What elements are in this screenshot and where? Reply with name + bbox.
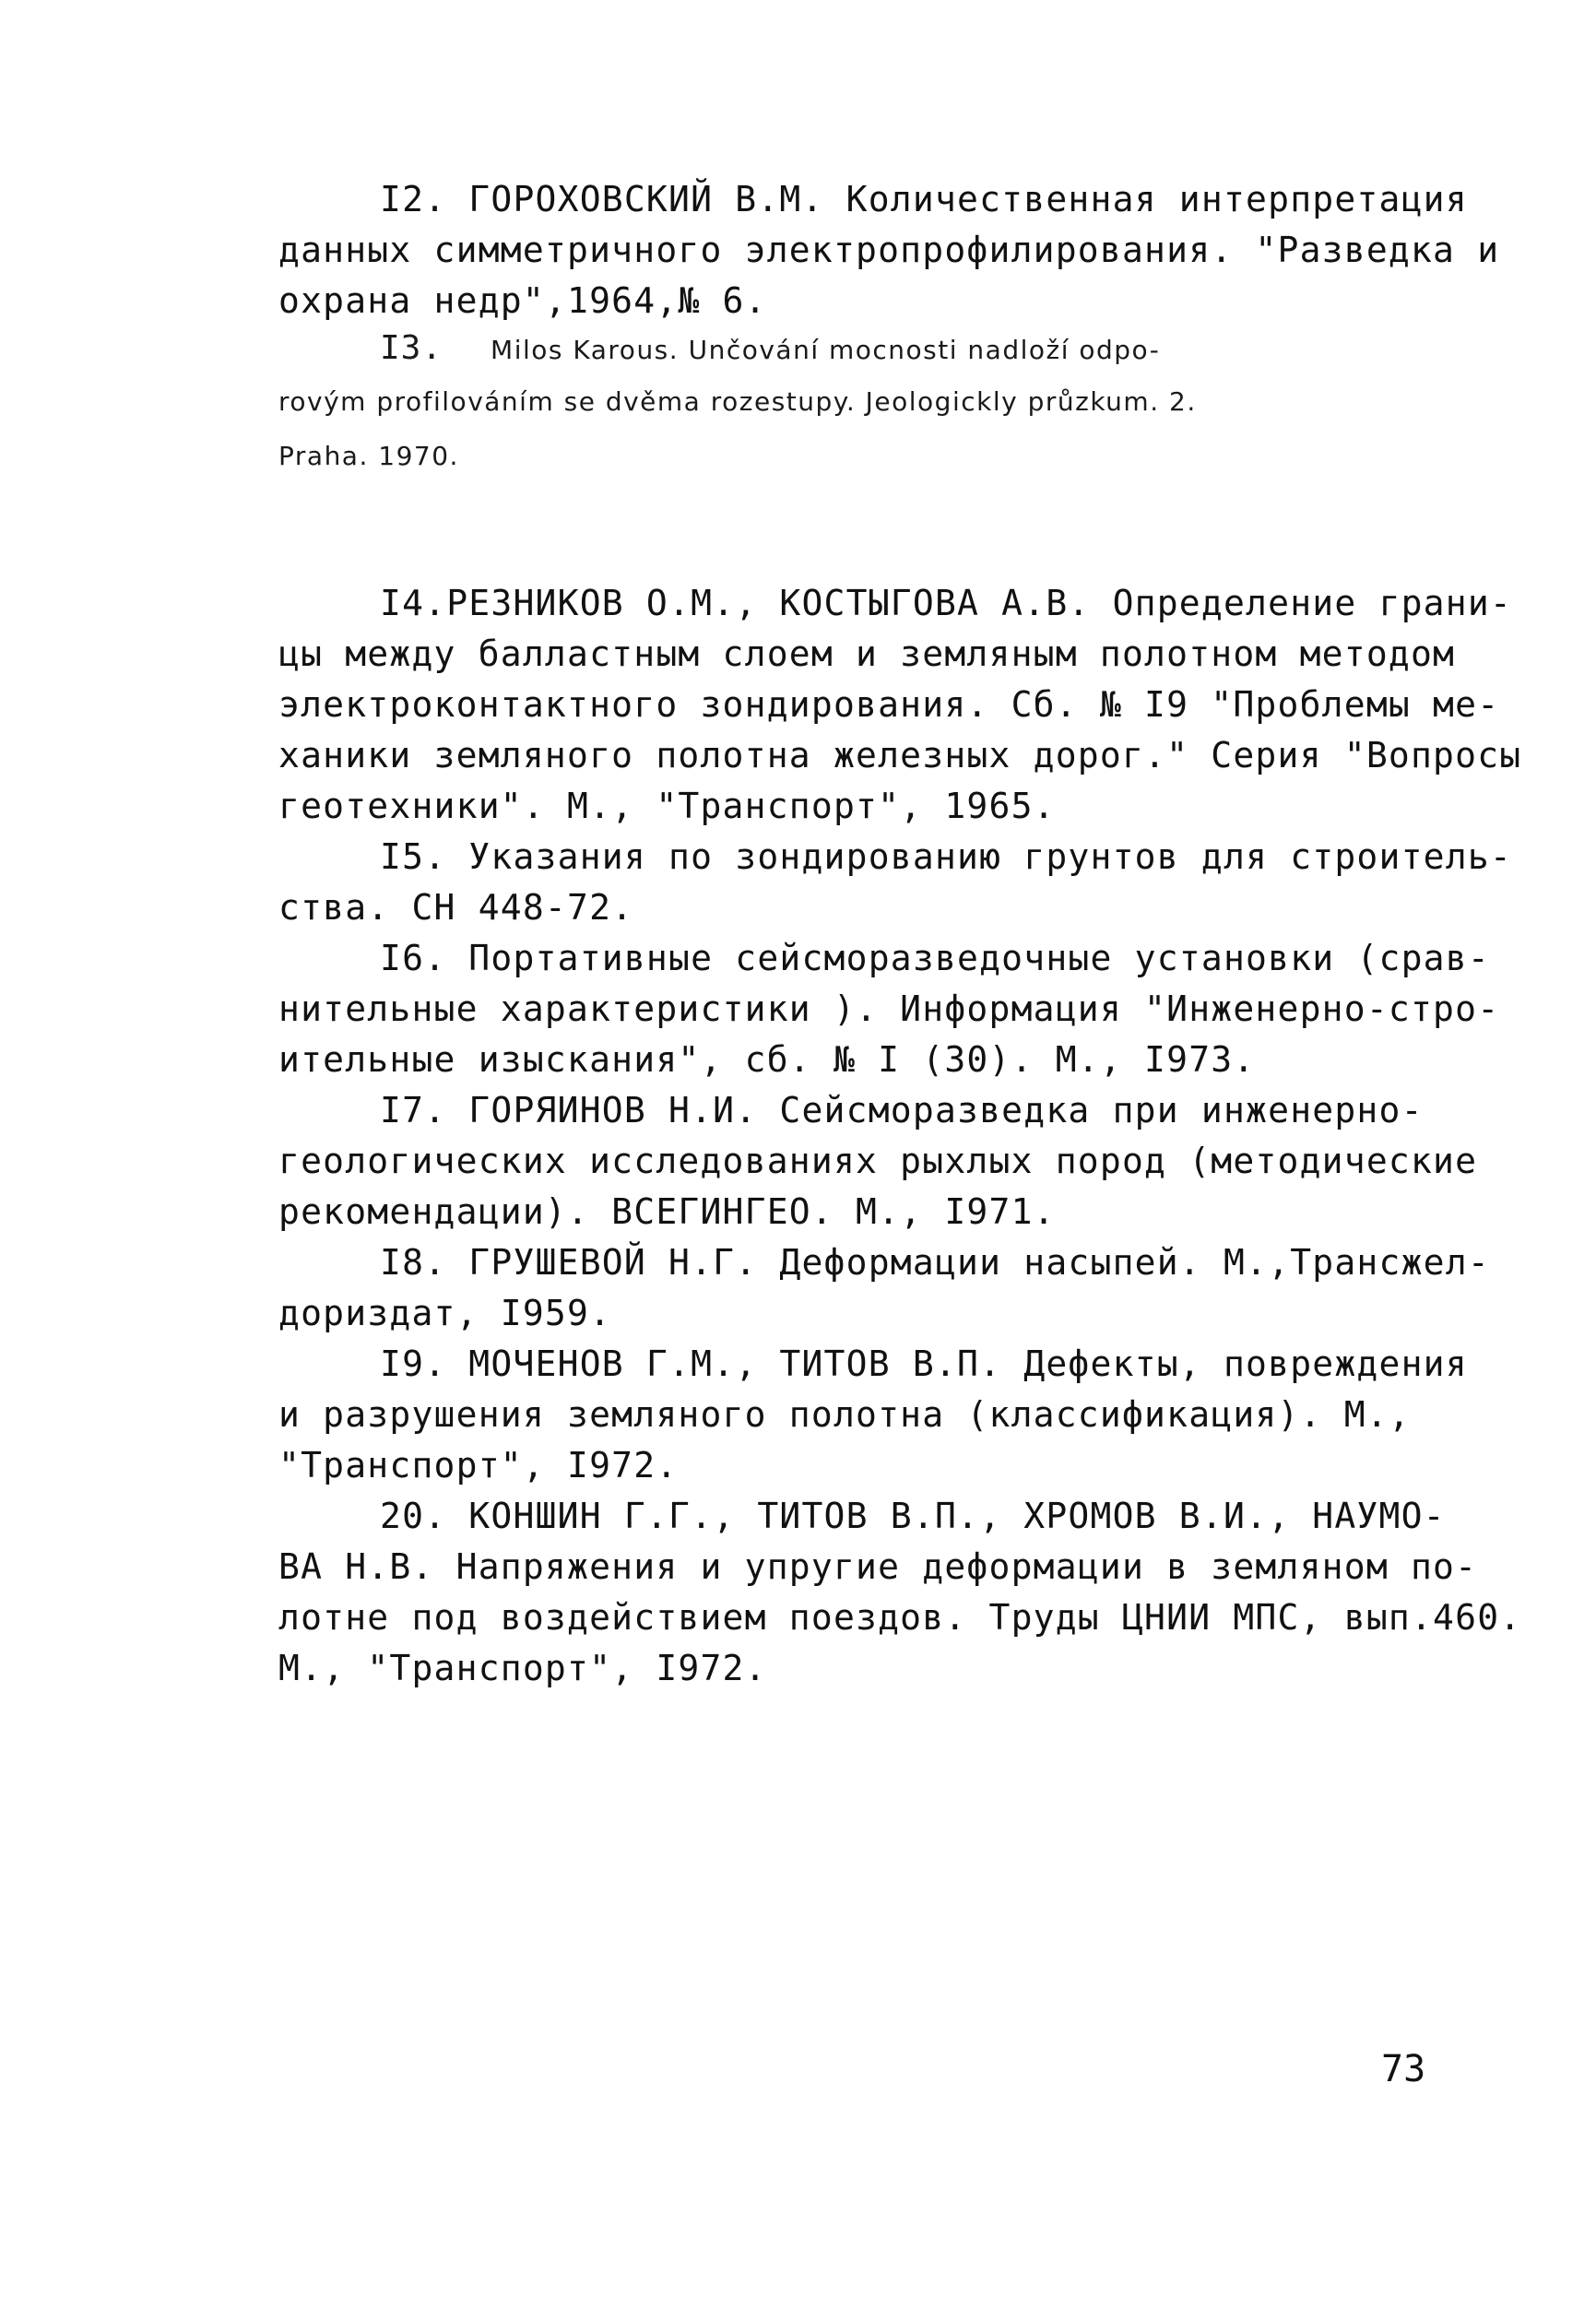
page-number: 73 [1381,2048,1426,2090]
reference-13-line-1 [380,330,1160,369]
reference-16-line-3: ительные изыскания", сб. № I (30). М., I973. [278,1039,1256,1080]
reference-16-line-2: нительные характеристики ). Информация "Инженерно-стро- [278,988,1500,1029]
reference-15-line-2: ства. СН 448-72. [278,887,634,928]
reference-12-line-1: I2. ГОРОХОВСКИЙ В.М. Количественная интерпретация [380,179,1468,219]
reference-14-line-2: цы между балластным слоем и земляным полотном методом [278,633,1456,674]
reference-18-line-1: I8. ГРУШЕВОЙ Н.Г. Деформации насыпей. М.,Трансжел- [380,1242,1490,1283]
reference-20-line-4: М., "Транспорт", I972. [278,1648,767,1688]
reference-15-line-1: I5. Указания по зондированию грунтов для строитель- [380,836,1512,877]
reference-13-line-2: rovým profilováním se dvěma rozestupy. Jeologickly průzkum. 2. [278,386,1197,417]
reference-19-line-1: I9. МОЧЕНОВ Г.М., ТИТОВ В.П. Дефекты, повреждения [380,1343,1468,1384]
reference-19-line-3: "Транспорт", I972. [278,1445,679,1486]
reference-13-number: I3. [380,329,443,367]
reference-14-line-5: геотехники". М., "Транспорт", 1965. [278,786,1056,826]
reference-14-line-4: ханики земляного полотна железных дорог." Серия "Вопросы [278,735,1522,775]
reference-17-line-1: I7. ГОРЯИНОВ Н.И. Сейсморазведка при инженерно- [380,1090,1424,1130]
reference-17-line-2: геологических исследованиях рыхлых пород (методические [278,1141,1478,1181]
reference-14-line-1: I4.РЕЗНИКОВ О.М., КОСТЫГОВА А.В. Определение грани- [380,583,1512,623]
reference-12-line-3: охрана недр",1964,№ 6. [278,280,767,321]
reference-18-line-2: дориздат, I959. [278,1293,612,1333]
reference-20-line-2: ВА Н.В. Напряжения и упругие деформации в земляном по- [278,1546,1478,1587]
reference-16-line-1: I6. Портативные сейсморазведочные установки (срав- [380,938,1490,978]
reference-20-line-3: лотне под воздействием поездов. Труды ЦНИИ МПС, вып.460. [278,1597,1522,1638]
reference-20-line-1: 20. КОНШИН Г.Г., ТИТОВ В.П., ХРОМОВ В.И., НАУМО- [380,1496,1446,1536]
reference-13-line-1-text: Milos Karous. Unčování mocnosti nadloží odpo- [491,335,1161,365]
reference-12-line-2: данных симметричного электропрофилирования. "Разведка и [278,230,1500,270]
reference-19-line-2: и разрушения земляного полотна (классификация). М., [278,1394,1411,1435]
reference-14-line-3: электроконтактного зондирования. Сб. № I9 "Проблемы ме- [278,684,1500,725]
reference-13-line-3: Praha. 1970. [278,441,459,471]
reference-17-line-3: рекомендации). ВСЕГИНГЕО. М., I971. [278,1191,1056,1232]
